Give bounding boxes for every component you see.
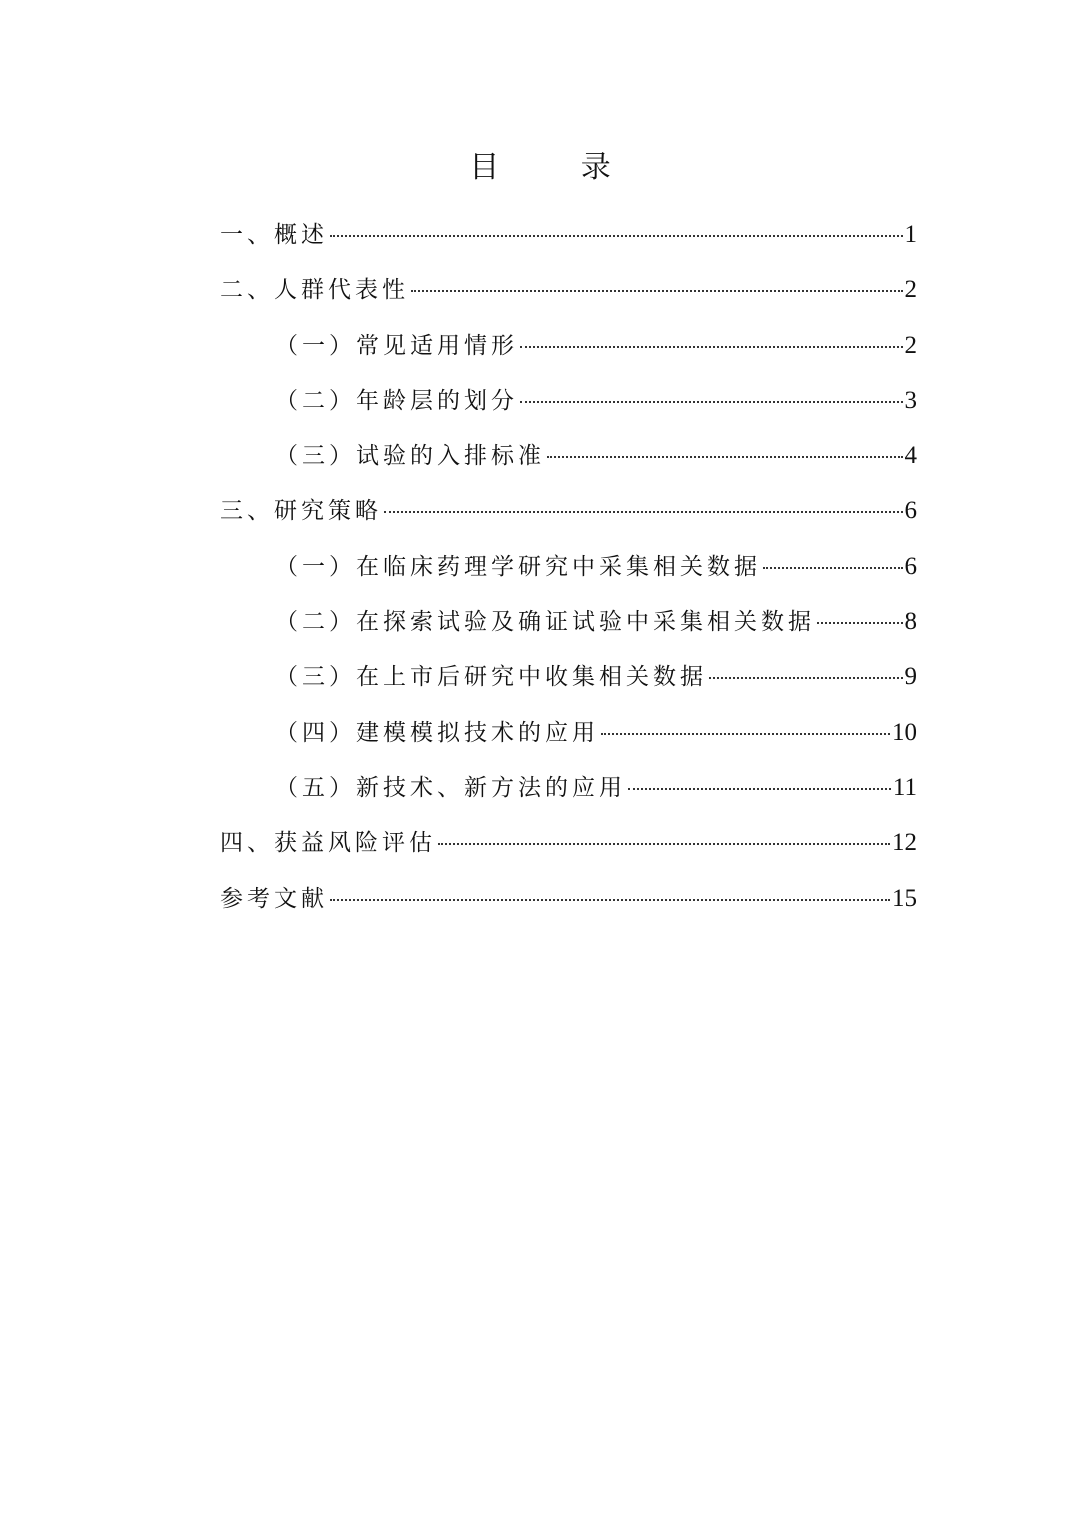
- toc-subentry-post-marketing[interactable]: [220, 649, 917, 704]
- toc-entry-overview[interactable]: [220, 207, 917, 262]
- dot-leader: [817, 622, 903, 624]
- dot-leader: [330, 899, 890, 901]
- toc-entry-label: （五）新技术、新方法的应用: [275, 774, 626, 801]
- toc-entry-label: （一）在临床药理学研究中采集相关数据: [275, 553, 761, 580]
- dot-leader: [709, 677, 903, 679]
- toc-entry-page-number: 10: [892, 718, 917, 746]
- toc-subentry-inclusion-criteria[interactable]: [220, 428, 917, 483]
- toc-entry-label: （一）常见适用情形: [275, 332, 518, 359]
- toc-entry-label: 一、概述: [220, 222, 328, 248]
- toc-entry-label: 三、研究策略: [220, 498, 382, 525]
- toc-entry-page-number: 2: [904, 331, 917, 359]
- dot-leader: [438, 843, 890, 845]
- dot-leader: [763, 567, 903, 569]
- dot-leader: [628, 788, 891, 790]
- toc-entry-page-number: 6: [904, 552, 917, 580]
- dot-leader: [411, 290, 903, 292]
- toc-entry-population-representativeness[interactable]: [220, 262, 917, 317]
- dot-leader: [601, 733, 890, 735]
- toc-entry-page-number: 15: [892, 884, 917, 912]
- toc-subentry-new-methods[interactable]: [220, 760, 917, 815]
- toc-entry-page-number: 11: [892, 773, 917, 801]
- dot-leader: [330, 235, 903, 237]
- toc-subentry-common-scenarios[interactable]: [220, 318, 917, 373]
- toc-entry-references[interactable]: [220, 871, 917, 926]
- toc-entry-page-number: 8: [904, 608, 917, 636]
- table-of-contents: [220, 207, 917, 926]
- toc-entry-label: （二）年龄层的划分: [275, 387, 518, 414]
- page-title: 目 录: [469, 150, 647, 185]
- dot-leader: [520, 346, 903, 348]
- toc-subentry-clinical-pharmacology[interactable]: [220, 539, 917, 594]
- toc-entry-label: （四）建模模拟技术的应用: [275, 719, 599, 746]
- toc-entry-label: （三）试验的入排标准: [275, 443, 545, 470]
- toc-entry-label: （二）在探索试验及确证试验中采集相关数据: [275, 609, 815, 636]
- toc-entry-page-number: 6: [904, 497, 917, 525]
- toc-entry-label: （三）在上市后研究中收集相关数据: [275, 664, 707, 691]
- toc-entry-label: 四、获益风险评估: [220, 830, 436, 857]
- toc-subentry-modeling-simulation[interactable]: [220, 705, 917, 760]
- toc-entry-page-number: 2: [904, 276, 917, 304]
- toc-subentry-exploratory-confirmatory[interactable]: [220, 594, 917, 649]
- toc-subentry-age-groups[interactable]: [220, 373, 917, 428]
- toc-entry-research-strategy[interactable]: [220, 483, 917, 538]
- toc-entry-page-number: 3: [904, 386, 917, 414]
- toc-entry-page-number: 9: [904, 663, 917, 691]
- dot-leader: [520, 401, 903, 403]
- toc-entry-page-number: 12: [892, 829, 917, 857]
- toc-entry-benefit-risk[interactable]: [220, 815, 917, 870]
- toc-entry-label: 二、人群代表性: [220, 277, 409, 304]
- toc-entry-page-number: 1: [904, 221, 917, 248]
- dot-leader: [384, 511, 903, 513]
- toc-entry-page-number: 4: [904, 442, 917, 470]
- dot-leader: [547, 456, 903, 458]
- toc-entry-label: 参考文献: [220, 885, 328, 912]
